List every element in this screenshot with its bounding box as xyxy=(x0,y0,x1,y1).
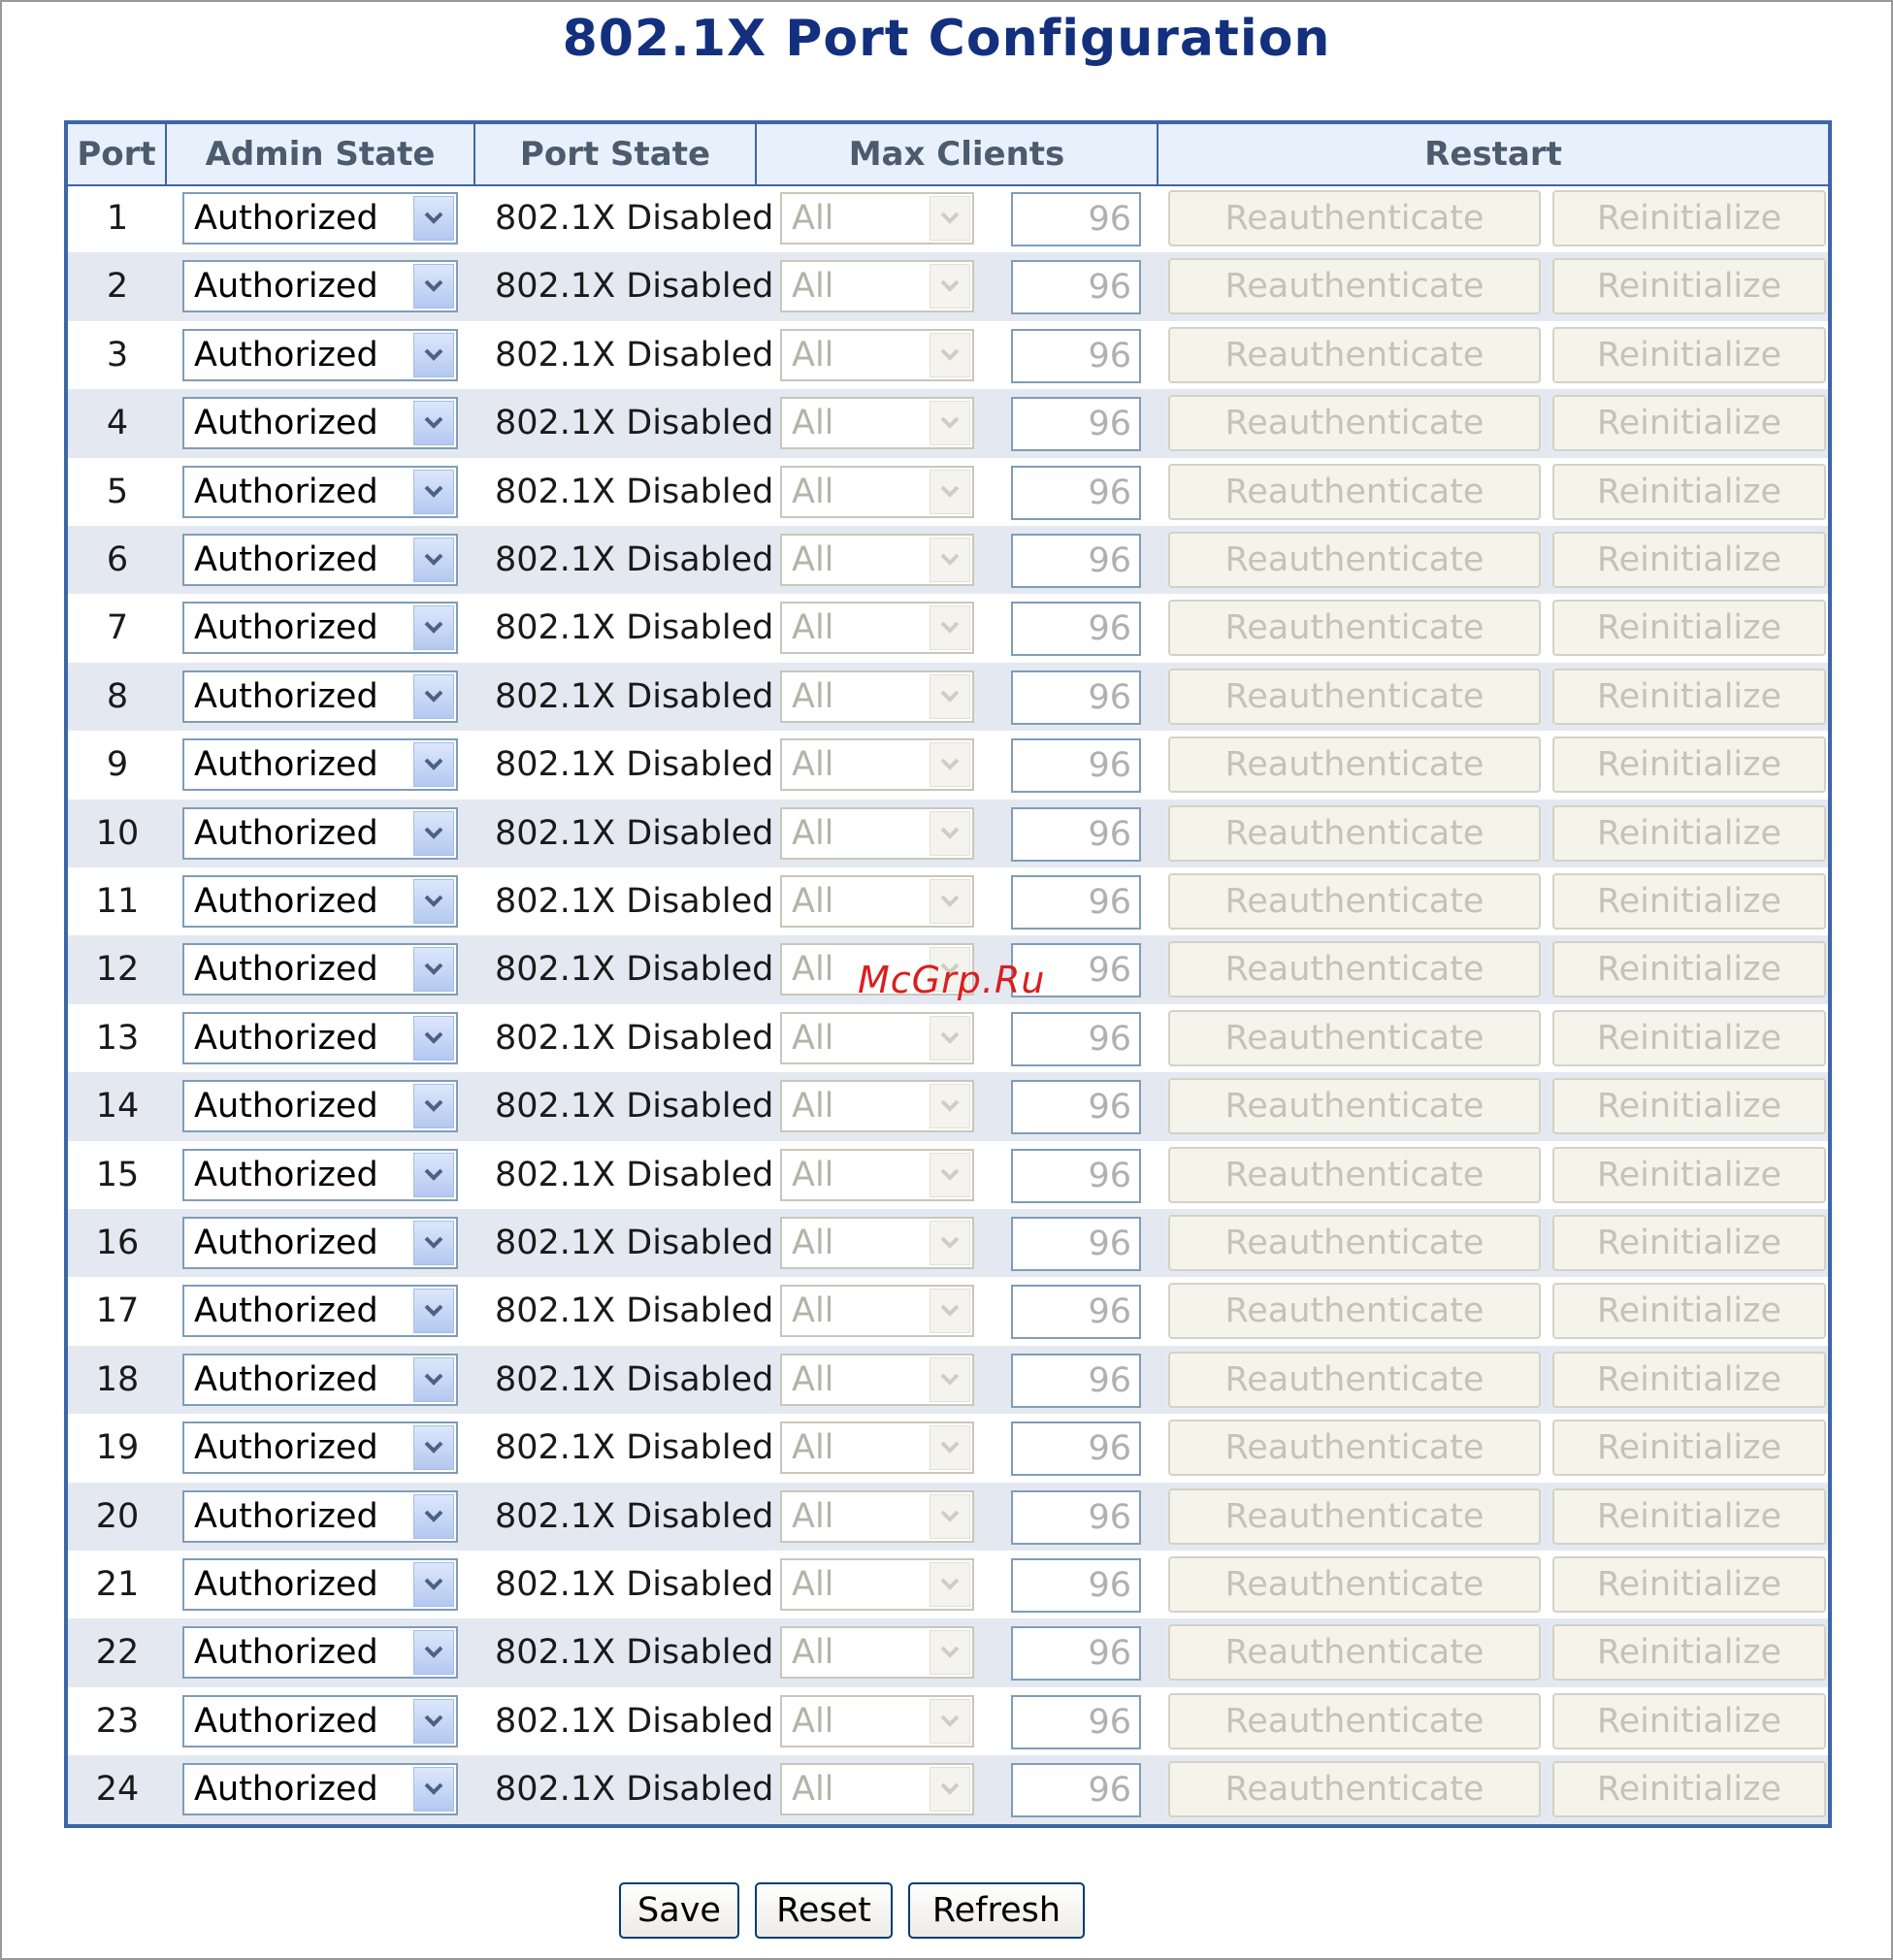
chevron-down-icon[interactable] xyxy=(413,1289,454,1333)
max-clients-input[interactable]: 96 xyxy=(1011,192,1141,246)
reinitialize-button[interactable]: Reinitialize xyxy=(1552,1078,1826,1134)
max-clients-mode: All xyxy=(792,1701,834,1741)
admin-state-select[interactable] xyxy=(182,1558,458,1611)
reauthenticate-button[interactable]: Reauthenticate xyxy=(1168,1215,1541,1271)
max-clients-input[interactable]: 96 xyxy=(1011,534,1141,588)
max-clients-input[interactable]: 96 xyxy=(1011,738,1141,793)
admin-state-select[interactable] xyxy=(182,1421,458,1474)
table-row xyxy=(68,1277,1828,1345)
chevron-down-icon xyxy=(930,1084,970,1128)
port-state: 802.1X Disabled xyxy=(495,950,774,990)
table-row xyxy=(68,1687,1828,1755)
admin-state-value: Authorized xyxy=(194,1428,378,1468)
reauthenticate-button[interactable]: Reauthenticate xyxy=(1168,669,1541,725)
reinitialize-button[interactable]: Reinitialize xyxy=(1552,1556,1826,1613)
max-clients-input[interactable]: 96 xyxy=(1011,670,1141,725)
port-state: 802.1X Disabled xyxy=(495,1155,774,1194)
admin-state-select[interactable] xyxy=(182,943,458,996)
reauthenticate-button[interactable]: Reauthenticate xyxy=(1168,941,1541,997)
table-header xyxy=(68,124,1828,186)
max-clients-select[interactable] xyxy=(780,1080,974,1132)
chevron-down-icon xyxy=(930,879,970,924)
chevron-down-icon[interactable] xyxy=(413,1357,454,1402)
max-clients-input[interactable]: 96 xyxy=(1011,1012,1141,1066)
port-state: 802.1X Disabled xyxy=(495,199,774,238)
max-clients-select[interactable] xyxy=(780,1012,974,1064)
port-number: 19 xyxy=(95,1428,140,1468)
refresh-button[interactable]: Refresh xyxy=(908,1882,1085,1939)
admin-state-select[interactable] xyxy=(182,466,458,518)
admin-state-value: Authorized xyxy=(194,745,378,785)
admin-state-select[interactable] xyxy=(182,192,458,245)
max-clients-input[interactable]: 96 xyxy=(1011,602,1141,656)
port-number: 22 xyxy=(95,1633,140,1673)
max-clients-input[interactable]: 96 xyxy=(1011,875,1141,930)
port-number: 2 xyxy=(106,267,129,307)
max-clients-input[interactable]: 96 xyxy=(1011,1080,1141,1134)
admin-state-select[interactable] xyxy=(182,329,458,381)
admin-state-value: Authorized xyxy=(194,1291,378,1331)
port-state: 802.1X Disabled xyxy=(495,1701,774,1741)
max-clients-select[interactable] xyxy=(780,1421,974,1474)
admin-state-value: Authorized xyxy=(194,267,378,307)
max-clients-input[interactable]: 96 xyxy=(1011,397,1141,451)
max-clients-mode: All xyxy=(792,335,834,375)
chevron-down-icon[interactable] xyxy=(413,879,454,924)
chevron-down-icon[interactable] xyxy=(413,1084,454,1128)
chevron-down-icon xyxy=(930,333,970,377)
port-number: 17 xyxy=(95,1291,140,1331)
max-clients-mode: All xyxy=(792,1428,834,1468)
port-state: 802.1X Disabled xyxy=(495,404,774,443)
admin-state-value: Authorized xyxy=(194,882,378,921)
admin-state-select[interactable] xyxy=(182,1626,458,1679)
reinitialize-button[interactable]: Reinitialize xyxy=(1552,1693,1826,1749)
table-row xyxy=(68,594,1828,662)
admin-state-value: Authorized xyxy=(194,404,378,443)
port-number: 24 xyxy=(95,1770,140,1810)
max-clients-mode: All xyxy=(792,813,834,853)
admin-state-value: Authorized xyxy=(194,1224,378,1262)
reauthenticate-button[interactable]: Reauthenticate xyxy=(1168,532,1541,588)
table-row xyxy=(68,663,1828,731)
reinitialize-button[interactable]: Reinitialize xyxy=(1552,464,1826,520)
admin-state-value: Authorized xyxy=(194,1565,378,1604)
max-clients-select[interactable] xyxy=(780,192,974,245)
chevron-down-icon[interactable] xyxy=(413,1699,454,1744)
max-clients-mode: All xyxy=(792,1565,834,1604)
reauthenticate-button[interactable]: Reauthenticate xyxy=(1168,464,1541,520)
max-clients-select[interactable] xyxy=(780,260,974,312)
reinitialize-button[interactable]: Reinitialize xyxy=(1552,1010,1826,1066)
port-state: 802.1X Disabled xyxy=(495,1087,774,1127)
table-row xyxy=(68,867,1828,935)
table-row xyxy=(68,252,1828,320)
chevron-down-icon xyxy=(930,196,970,241)
page-title: 802.1X Port Configuration xyxy=(562,10,1331,68)
reset-button[interactable]: Reset xyxy=(755,1882,893,1939)
table-row xyxy=(68,389,1828,457)
table-row xyxy=(68,458,1828,526)
reauthenticate-button[interactable]: Reauthenticate xyxy=(1168,1010,1541,1066)
max-clients-select[interactable] xyxy=(780,1354,974,1406)
admin-state-select[interactable] xyxy=(182,1149,458,1201)
reinitialize-button[interactable]: Reinitialize xyxy=(1552,1761,1826,1817)
admin-state-select[interactable] xyxy=(182,875,458,928)
admin-state-select[interactable] xyxy=(182,738,458,791)
admin-state-value: Authorized xyxy=(194,472,378,511)
chevron-down-icon xyxy=(930,264,970,309)
reauthenticate-button[interactable]: Reauthenticate xyxy=(1168,190,1541,246)
max-clients-mode: All xyxy=(792,1087,834,1127)
chevron-down-icon xyxy=(930,1767,970,1812)
port-state: 802.1X Disabled xyxy=(495,472,774,511)
max-clients-mode: All xyxy=(792,745,834,785)
max-clients-select[interactable] xyxy=(780,1285,974,1337)
max-clients-mode: All xyxy=(792,540,834,579)
chevron-down-icon xyxy=(930,1630,970,1675)
reinitialize-button[interactable]: Reinitialize xyxy=(1552,736,1826,793)
max-clients-input[interactable]: 96 xyxy=(1011,1217,1141,1271)
chevron-down-icon xyxy=(930,742,970,787)
admin-state-select[interactable] xyxy=(182,807,458,860)
chevron-down-icon xyxy=(930,811,970,856)
reinitialize-button[interactable]: Reinitialize xyxy=(1552,1147,1826,1203)
chevron-down-icon[interactable] xyxy=(413,401,454,445)
admin-state-select[interactable] xyxy=(182,1490,458,1543)
reinitialize-button[interactable]: Reinitialize xyxy=(1552,941,1826,997)
reauthenticate-button[interactable]: Reauthenticate xyxy=(1168,327,1541,383)
max-clients-select[interactable] xyxy=(780,397,974,449)
admin-state-select[interactable] xyxy=(182,1080,458,1132)
reauthenticate-button[interactable]: Reauthenticate xyxy=(1168,1147,1541,1203)
reauthenticate-button[interactable]: Reauthenticate xyxy=(1168,1761,1541,1817)
save-button[interactable]: Save xyxy=(619,1882,739,1939)
table-row xyxy=(68,1618,1828,1686)
max-clients-select[interactable] xyxy=(780,534,974,586)
reinitialize-button[interactable]: Reinitialize xyxy=(1552,1420,1826,1476)
table-row xyxy=(68,184,1828,252)
table-row xyxy=(68,1551,1828,1618)
max-clients-input[interactable]: 96 xyxy=(1011,466,1141,520)
chevron-down-icon xyxy=(930,401,970,445)
max-clients-mode: All xyxy=(792,676,834,716)
chevron-down-icon[interactable] xyxy=(413,1562,454,1607)
admin-state-value: Authorized xyxy=(194,676,378,716)
admin-state-select[interactable] xyxy=(182,1354,458,1406)
reauthenticate-button[interactable]: Reauthenticate xyxy=(1168,258,1541,314)
port-state: 802.1X Disabled xyxy=(495,1359,774,1399)
port-number: 9 xyxy=(106,745,129,785)
chevron-down-icon xyxy=(930,1699,970,1744)
chevron-down-icon[interactable] xyxy=(413,1767,454,1812)
chevron-down-icon xyxy=(930,1425,970,1470)
max-clients-input[interactable]: 96 xyxy=(1011,329,1141,383)
max-clients-select[interactable] xyxy=(780,875,974,928)
chevron-down-icon[interactable] xyxy=(413,1221,454,1265)
max-clients-mode: All xyxy=(792,1633,834,1673)
chevron-down-icon[interactable] xyxy=(413,333,454,377)
max-clients-select[interactable] xyxy=(780,1149,974,1201)
table-row xyxy=(68,1346,1828,1414)
max-clients-select[interactable] xyxy=(780,1217,974,1269)
port-number: 18 xyxy=(95,1359,140,1399)
reinitialize-button[interactable]: Reinitialize xyxy=(1552,805,1826,862)
chevron-down-icon[interactable] xyxy=(413,674,454,719)
admin-state-select[interactable] xyxy=(182,670,458,723)
max-clients-select[interactable] xyxy=(780,329,974,381)
reinitialize-button[interactable]: Reinitialize xyxy=(1552,669,1826,725)
max-clients-input[interactable]: 96 xyxy=(1011,1421,1141,1476)
reinitialize-button[interactable]: Reinitialize xyxy=(1552,327,1826,383)
port-number: 4 xyxy=(106,404,129,443)
reauthenticate-button[interactable]: Reauthenticate xyxy=(1168,1693,1541,1749)
port-number: 20 xyxy=(95,1496,140,1536)
chevron-down-icon[interactable] xyxy=(413,605,454,650)
port-state: 802.1X Disabled xyxy=(495,1770,774,1810)
chevron-down-icon xyxy=(930,1289,970,1333)
reauthenticate-button[interactable]: Reauthenticate xyxy=(1168,395,1541,451)
max-clients-select[interactable] xyxy=(780,1558,974,1611)
max-clients-input[interactable]: 96 xyxy=(1011,1626,1141,1681)
port-number: 10 xyxy=(95,813,140,853)
reinitialize-button[interactable]: Reinitialize xyxy=(1552,190,1826,246)
reauthenticate-button[interactable]: Reauthenticate xyxy=(1168,736,1541,793)
admin-state-select[interactable] xyxy=(182,397,458,449)
reinitialize-button[interactable]: Reinitialize xyxy=(1552,258,1826,314)
chevron-down-icon[interactable] xyxy=(413,196,454,241)
reauthenticate-button[interactable]: Reauthenticate xyxy=(1168,1352,1541,1408)
table-row xyxy=(68,321,1828,389)
admin-state-value: Authorized xyxy=(194,1701,378,1741)
max-clients-mode: All xyxy=(792,882,834,921)
reinitialize-button[interactable]: Reinitialize xyxy=(1552,600,1826,656)
max-clients-select[interactable] xyxy=(780,1695,974,1748)
reauthenticate-button[interactable]: Reauthenticate xyxy=(1168,1488,1541,1545)
reinitialize-button[interactable]: Reinitialize xyxy=(1552,1215,1826,1271)
max-clients-mode: All xyxy=(792,1496,834,1536)
table-row xyxy=(68,1141,1828,1209)
admin-state-select[interactable] xyxy=(182,1695,458,1748)
reinitialize-button[interactable]: Reinitialize xyxy=(1552,1624,1826,1681)
chevron-down-icon[interactable] xyxy=(413,470,454,514)
port-number: 7 xyxy=(106,608,129,648)
max-clients-input[interactable]: 96 xyxy=(1011,943,1141,997)
admin-state-value: Authorized xyxy=(194,1359,378,1399)
col-header-restart: Restart xyxy=(1424,135,1562,174)
reinitialize-button[interactable]: Reinitialize xyxy=(1552,1352,1826,1408)
chevron-down-icon xyxy=(930,1494,970,1539)
port-state: 802.1X Disabled xyxy=(495,1291,774,1331)
port-number: 11 xyxy=(95,882,140,921)
admin-state-select[interactable] xyxy=(182,602,458,654)
admin-state-value: Authorized xyxy=(194,1633,378,1673)
reinitialize-button[interactable]: Reinitialize xyxy=(1552,873,1826,930)
chevron-down-icon[interactable] xyxy=(413,1630,454,1675)
admin-state-value: Authorized xyxy=(194,813,378,853)
port-state: 802.1X Disabled xyxy=(495,676,774,716)
chevron-down-icon[interactable] xyxy=(413,1425,454,1470)
max-clients-input[interactable]: 96 xyxy=(1011,260,1141,314)
admin-state-select[interactable] xyxy=(182,260,458,312)
reinitialize-button[interactable]: Reinitialize xyxy=(1552,395,1826,451)
port-state: 802.1X Disabled xyxy=(495,882,774,921)
port-state: 802.1X Disabled xyxy=(495,1633,774,1673)
table-row xyxy=(68,1072,1828,1140)
max-clients-mode: All xyxy=(792,472,834,511)
reauthenticate-button[interactable]: Reauthenticate xyxy=(1168,873,1541,930)
admin-state-select[interactable] xyxy=(182,534,458,586)
table-row xyxy=(68,1209,1828,1277)
admin-state-value: Authorized xyxy=(194,335,378,375)
admin-state-value: Authorized xyxy=(194,950,378,990)
reauthenticate-button[interactable]: Reauthenticate xyxy=(1168,1283,1541,1339)
max-clients-select[interactable] xyxy=(780,807,974,860)
chevron-down-icon[interactable] xyxy=(413,538,454,582)
table-row xyxy=(68,526,1828,594)
max-clients-mode: All xyxy=(792,1359,834,1399)
max-clients-select[interactable] xyxy=(780,1490,974,1543)
table-row xyxy=(68,1004,1828,1072)
max-clients-mode: All xyxy=(792,1291,834,1331)
col-header-max-clients: Max Clients xyxy=(757,124,1159,184)
port-number: 13 xyxy=(95,1018,140,1058)
max-clients-mode: All xyxy=(792,404,834,443)
max-clients-select[interactable] xyxy=(780,738,974,791)
port-number: 14 xyxy=(95,1087,140,1127)
reauthenticate-button[interactable]: Reauthenticate xyxy=(1168,805,1541,862)
admin-state-value: Authorized xyxy=(194,1496,378,1536)
admin-state-value: Authorized xyxy=(194,1087,378,1127)
reinitialize-button[interactable]: Reinitialize xyxy=(1552,1488,1826,1545)
max-clients-input[interactable]: 96 xyxy=(1011,1285,1141,1339)
port-number: 6 xyxy=(106,540,129,579)
port-state: 802.1X Disabled xyxy=(495,1496,774,1536)
table-row xyxy=(68,1483,1828,1551)
max-clients-input[interactable]: 96 xyxy=(1011,1695,1141,1749)
port-number: 23 xyxy=(95,1701,140,1741)
admin-state-select[interactable] xyxy=(182,1217,458,1269)
port-number: 15 xyxy=(95,1155,140,1194)
port-state: 802.1X Disabled xyxy=(495,813,774,853)
admin-state-value: Authorized xyxy=(194,540,378,579)
port-state: 802.1X Disabled xyxy=(495,745,774,785)
max-clients-input[interactable]: 96 xyxy=(1011,1354,1141,1408)
table-row xyxy=(68,1414,1828,1482)
chevron-down-icon xyxy=(930,1153,970,1197)
col-header-port: Port xyxy=(68,124,167,184)
chevron-down-icon xyxy=(930,1016,970,1061)
chevron-down-icon[interactable] xyxy=(413,742,454,787)
max-clients-mode: All xyxy=(792,267,834,307)
admin-state-value: Authorized xyxy=(194,1770,378,1810)
chevron-down-icon xyxy=(930,538,970,582)
max-clients-select[interactable] xyxy=(780,1763,974,1815)
max-clients-mode: All xyxy=(792,608,834,648)
port-state: 802.1X Disabled xyxy=(495,267,774,307)
port-number: 21 xyxy=(95,1565,140,1604)
chevron-down-icon[interactable] xyxy=(413,264,454,309)
port-state: 802.1X Disabled xyxy=(495,1224,774,1262)
admin-state-value: Authorized xyxy=(194,608,378,648)
chevron-down-icon[interactable] xyxy=(413,1016,454,1061)
admin-state-select[interactable] xyxy=(182,1763,458,1815)
port-state: 802.1X Disabled xyxy=(495,1428,774,1468)
chevron-down-icon[interactable] xyxy=(413,1153,454,1197)
max-clients-input[interactable]: 96 xyxy=(1011,1763,1141,1817)
chevron-down-icon[interactable] xyxy=(413,811,454,856)
port-number: 8 xyxy=(106,676,129,716)
chevron-down-icon xyxy=(930,674,970,719)
port-number: 1 xyxy=(106,199,129,238)
max-clients-mode: All xyxy=(792,1770,834,1810)
reinitialize-button[interactable]: Reinitialize xyxy=(1552,532,1826,588)
chevron-down-icon xyxy=(930,1357,970,1402)
max-clients-input[interactable]: 96 xyxy=(1011,1149,1141,1203)
max-clients-mode: All xyxy=(792,1224,834,1262)
admin-state-value: Authorized xyxy=(194,1018,378,1058)
port-state: 802.1X Disabled xyxy=(495,1565,774,1604)
reauthenticate-button[interactable]: Reauthenticate xyxy=(1168,1624,1541,1681)
admin-state-value: Authorized xyxy=(194,1155,378,1194)
port-state: 802.1X Disabled xyxy=(495,608,774,648)
chevron-down-icon xyxy=(930,605,970,650)
reauthenticate-button[interactable]: Reauthenticate xyxy=(1168,1420,1541,1476)
reauthenticate-button[interactable]: Reauthenticate xyxy=(1168,1556,1541,1613)
max-clients-input[interactable]: 96 xyxy=(1011,1558,1141,1613)
max-clients-mode: All xyxy=(792,1155,834,1194)
port-number: 3 xyxy=(106,335,129,375)
port-state: 802.1X Disabled xyxy=(495,335,774,375)
max-clients-input[interactable]: 96 xyxy=(1011,807,1141,862)
chevron-down-icon xyxy=(930,1562,970,1607)
chevron-down-icon xyxy=(930,470,970,514)
watermark: McGrp.Ru xyxy=(858,959,1046,1001)
port-state: 802.1X Disabled xyxy=(495,1018,774,1058)
col-header-admin-state: Admin State xyxy=(167,124,475,184)
admin-state-select[interactable] xyxy=(182,1012,458,1064)
max-clients-mode: All xyxy=(792,950,834,990)
reauthenticate-button[interactable]: Reauthenticate xyxy=(1168,600,1541,656)
table-row xyxy=(68,800,1828,867)
reinitialize-button[interactable]: Reinitialize xyxy=(1552,1283,1826,1339)
max-clients-input[interactable]: 96 xyxy=(1011,1490,1141,1545)
reauthenticate-button[interactable]: Reauthenticate xyxy=(1168,1078,1541,1134)
chevron-down-icon[interactable] xyxy=(413,947,454,992)
chevron-down-icon xyxy=(930,1221,970,1265)
max-clients-select[interactable] xyxy=(780,670,974,723)
max-clients-mode: All xyxy=(792,1018,834,1058)
chevron-down-icon[interactable] xyxy=(413,1494,454,1539)
max-clients-select[interactable] xyxy=(780,602,974,654)
port-number: 5 xyxy=(106,472,129,511)
port-number: 12 xyxy=(95,950,140,990)
max-clients-select[interactable] xyxy=(780,1626,974,1679)
col-header-port-state: Port State xyxy=(475,124,757,184)
table-row xyxy=(68,1755,1828,1823)
max-clients-mode: All xyxy=(792,199,834,238)
admin-state-value: Authorized xyxy=(194,199,378,238)
admin-state-select[interactable] xyxy=(182,1285,458,1337)
port-state: 802.1X Disabled xyxy=(495,540,774,579)
max-clients-select[interactable] xyxy=(780,466,974,518)
port-number: 16 xyxy=(95,1224,140,1262)
table-row xyxy=(68,731,1828,799)
